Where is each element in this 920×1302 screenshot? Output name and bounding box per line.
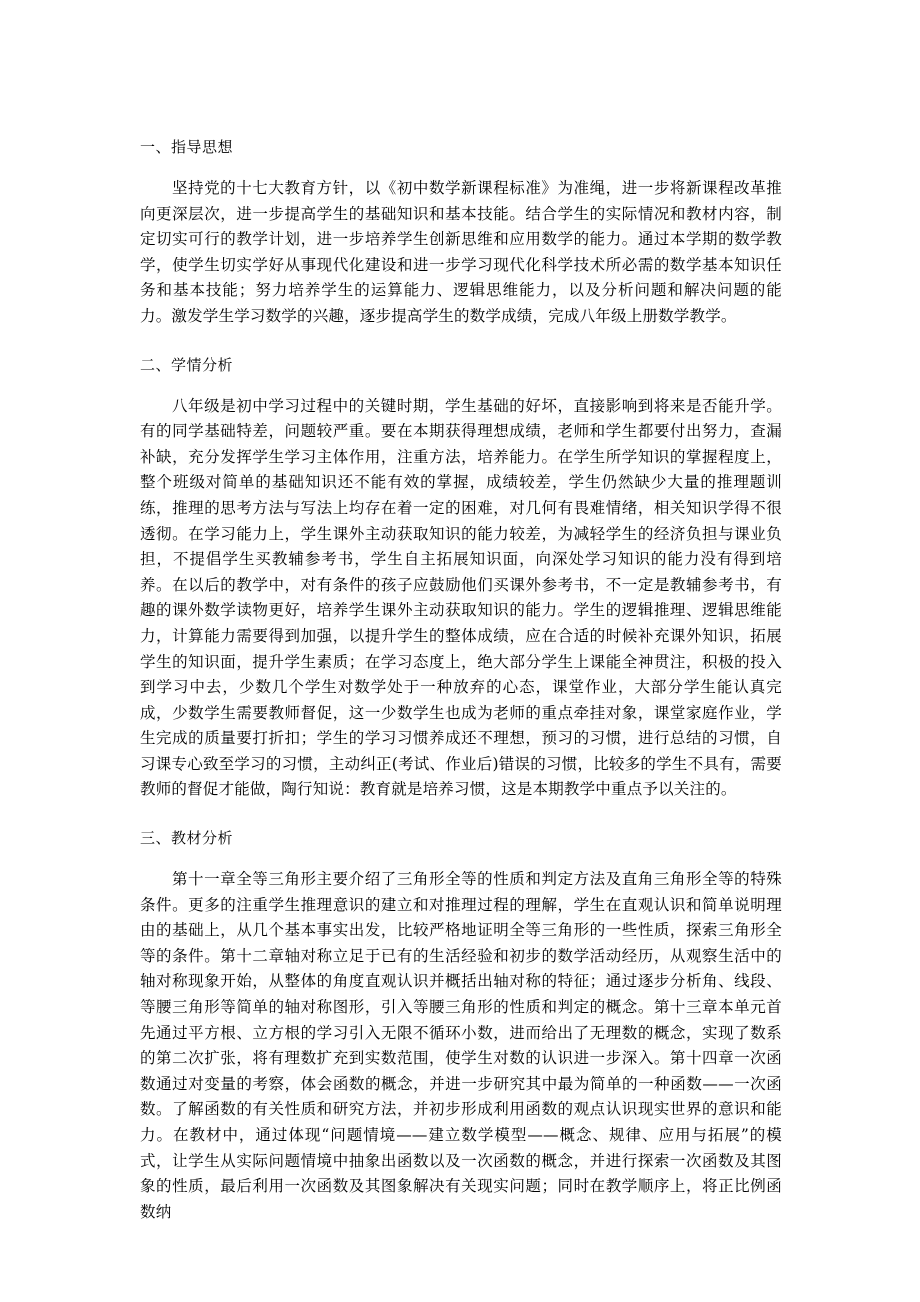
- section-heading-textbook-analysis: 三、教材分析: [140, 829, 234, 848]
- section-heading-guiding-ideology: 一、指导思想: [140, 138, 234, 156]
- section-paragraph-textbook-analysis: 第十一章全等三角形主要介绍了三角形全等的性质和判定方法及直角三角形全等的特殊条件。更多的注重学生推理意识的建立和对推理过程的理解，学生在直观认识和简单说明理由的基础上，从几个基本事实出发，比较严格地证明全等三角形的一些性质，探索三角形全等的条件。第十二章轴对称立足于已有的生活经验和初步的数学活动经历，从观察生活中的轴对称现象开始，从整体的角度直观认识并概括出轴对称的特征；通过逐步分析角、线段、等腰三角形等简单的轴对称图形，引入等腰三角形的性质和判定的概念。第十三章本单元首先通过平方根、立方根的学习引入无限不循环小数，进而给出了无理数的概念，实现了数系的第二次扩张，将有理数扩充到实数范围，使学生对数的认识进一步深入。第十四章一次函数通过对变量的考察，体会函数的概念，并进一步研究其中最为简单的一种函数——一次函数。了解函数的有关性质和研究方法，并初步形成利用函数的观点认识现实世界的意识和能力。在教材中，通过体现“问题情境——建立数学模型——概念、规律、应用与拓展”的模式，让学生从实际问题情境中抽象出函数以及一次函数的概念，并进行探索一次函数及其图象的性质，最后利用一次函数及其图象解决有关现实问题；同时在教学顺序上，将正比例函数纳: [140, 870, 782, 1221]
- section-paragraph-guiding-ideology: 坚持党的十七大教育方针，以《初中数学新课程标准》为准绳，进一步将新课程改革推向更深层次，进一步提高学生的基础知识和基本技能。结合学生的实际情况和教材内容，制定切实可行的教学计划，进一步培养学生创新思维和应用数学的能力。通过本学期的数学教学，使学生切实学好从事现代化建设和进一步学习现代化科学技术所必需的数学基本知识任务和基本技能；努力培养学生的运算能力、逻辑思维能力，以及分析问题和解决问题的能力。激发学生学习数学的兴趣，逐步提高学生的数学成绩，完成八年级上册数学教学。: [140, 179, 782, 325]
- section-heading-student-analysis: 二、学情分析: [140, 355, 234, 374]
- section-paragraph-student-analysis: 八年级是初中学习过程中的关键时期，学生基础的好坏，直接影响到将来是否能升学。有的同学基础特差，问题较严重。要在本期获得理想成绩，老师和学生都要付出努力，查漏补缺，充分发挥学生学习主体作用，注重方法，培养能力。在学生所学知识的掌握程度上，整个班级对简单的基础知识还不能有效的掌握，成绩较差，学生仍然缺少大量的推理题训练，推理的思考方法与写法上均存在着一定的困难，对几何有畏难情绪，相关知识学得不很透彻。在学习能力上，学生课外主动获取知识的能力较差，为减轻学生的经济负担与课业负担，不提倡学生买教辅参考书，学生自主拓展知识面，向深处学习知识的能力没有得到培养。在以后的教学中，对有条件的孩子应鼓励他们买课外参考书，不一定是教辅参考书，有趣的课外数学读物更好，培养学生课外主动获取知识的能力。学生的逻辑推理、逻辑思维能力，计算能力需要得到加强，以提升学生的整体成绩，应在合适的时候补充课外知识，拓展学生的知识面，提升学生素质；在学习态度上，绝大部分学生上课能全神贯注，积极的投入到学习中去，少数几个学生对数学处于一种放弃的心态，课堂作业，大部分学生能认真完成，少数学生需要教师督促，这一少数学生也成为老师的重点牵挂对象，课堂家庭作业，学生完成的质量要打折扣；学生的学习习惯养成还不理想，预习的习惯，进行总结的习惯，自习课专心致至学习的习惯，主动纠正(考试、作业后)错误的习惯，比较多的学生不具有，需要教师的督促才能做，陶行知说：教育就是培养习惯，这是本期教学中重点予以关注的。: [140, 396, 782, 799]
